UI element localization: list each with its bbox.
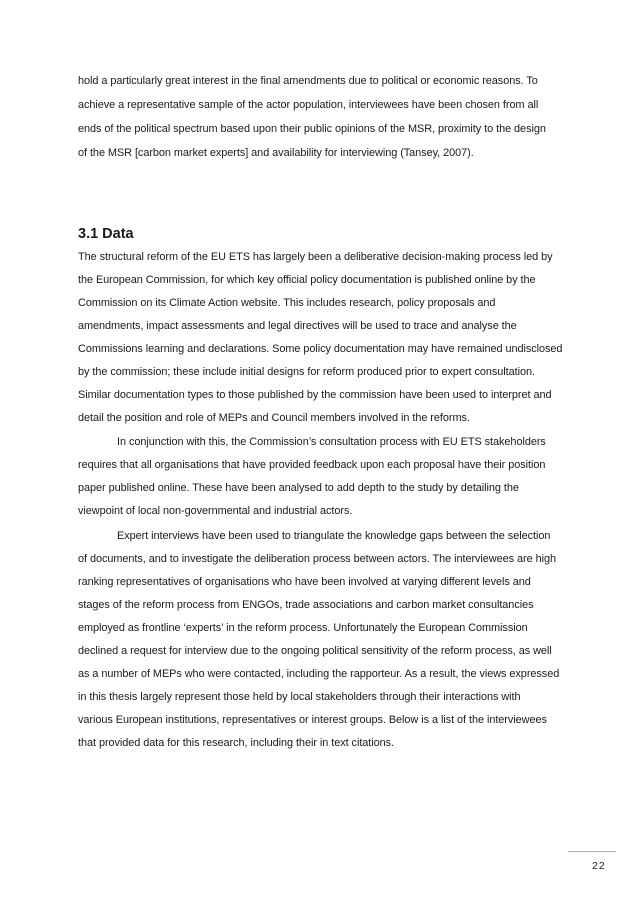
paragraph-4-line: ranking representatives of organisations who have been involved at varying different levels and — [78, 576, 531, 588]
paragraph-1-line: hold a particularly great interest in the final amendments due to political or economic reasons. To — [78, 75, 538, 87]
paragraph-2-line: by the commission; these include initial designs for reform produced prior to expert consultation. — [78, 366, 535, 378]
paragraph-3-line: In conjunction with this, the Commission’s consultation process with EU ETS stakeholders — [117, 436, 546, 448]
paragraph-2-line: Commission on its Climate Action website. This includes research, policy proposals and — [78, 297, 496, 309]
paragraph-2-line: detail the position and role of MEPs and Council members involved in the reforms. — [78, 412, 470, 424]
paragraph-4-line: that provided data for this research, including their in text citations. — [78, 737, 395, 749]
paragraph-4-line: declined a request for interview due to the ongoing political sensitivity of the reform process, as well — [78, 645, 552, 657]
paragraph-4-line: various European institutions, representatives or interest groups. Below is a list of the interviewees — [78, 714, 547, 726]
paragraph-3-line: requires that all organisations that have provided feedback upon each proposal have their position — [78, 459, 546, 471]
paragraph-2-line: Commissions learning and declarations. Some policy documentation may have remained undisclosed — [78, 343, 563, 355]
paragraph-1-line: achieve a representative sample of the actor population, interviewees have been chosen from all — [78, 99, 539, 111]
paragraph-4-line: Expert interviews have been used to triangulate the knowledge gaps between the selection — [117, 530, 551, 542]
paragraph-4-line: stages of the reform process from ENGOs, trade associations and carbon market consultancies — [78, 599, 534, 611]
paragraph-4-line: in this thesis largely represent those held by local stakeholders through their interactions with — [78, 691, 521, 703]
paragraph-1-line: of the MSR [carbon market experts] and availability for interviewing (Tansey, 2007). — [78, 147, 474, 159]
paragraph-2-line: Similar documentation types to those published by the commission have been used to interpret and — [78, 389, 552, 401]
paragraph-4-line: of documents, and to investigate the deliberation process between actors. The interviewees are high — [78, 553, 556, 565]
paragraph-4-line: employed as frontline ‘experts’ in the reform process. Unfortunately the European Commission — [78, 622, 528, 634]
paragraph-4-line: as a number of MEPs who were contacted, including the rapporteur. As a result, the views expressed — [78, 668, 560, 680]
paragraph-2-line: amendments, impact assessments and legal directives will be used to trace and analyse the — [78, 320, 517, 332]
footer-rule — [568, 851, 616, 852]
section-heading: 3.1 Data — [78, 226, 134, 242]
paragraph-1-line: ends of the political spectrum based upon their public opinions of the MSR, proximity to the design — [78, 123, 546, 135]
paragraph-3-line: paper published online. These have been analysed to add depth to the study by detailing the — [78, 482, 519, 494]
paragraph-2-line: the European Commission, for which key official policy documentation is published online by the — [78, 274, 536, 286]
paragraph-2-line: The structural reform of the EU ETS has largely been a deliberative decision-making process led by — [78, 251, 553, 263]
paragraph-3-line: viewpoint of local non-governmental and industrial actors. — [78, 505, 353, 517]
page-number: 22 — [592, 860, 606, 872]
